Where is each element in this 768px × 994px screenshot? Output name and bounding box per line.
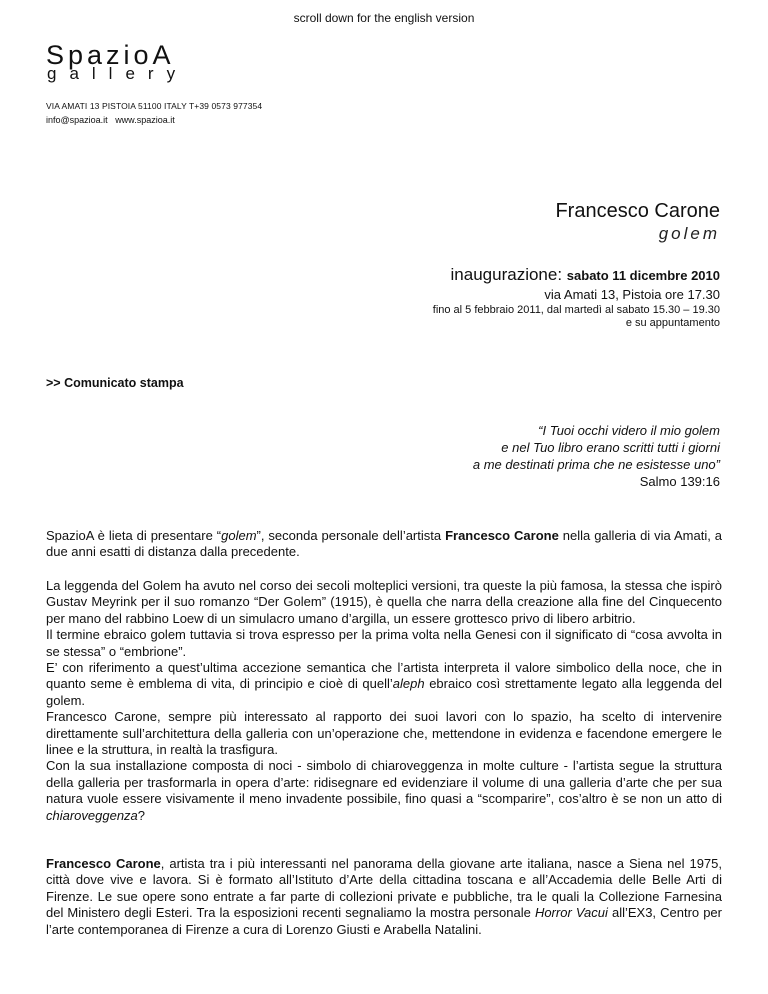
aleph-word: aleph: [392, 676, 425, 692]
inauguration-label: inaugurazione:: [450, 265, 563, 284]
chiaroveggenza-word: chiaroveggenza: [46, 807, 138, 823]
website-link[interactable]: www.spazioa.it: [115, 115, 175, 125]
appointment-note: e su appuntamento: [625, 317, 720, 329]
email-link[interactable]: info@spazioa.it: [46, 115, 108, 125]
inauguration-date: sabato 11 dicembre 2010: [566, 268, 720, 283]
bio-paragraph: [46, 856, 722, 938]
bio-text-1: , artista tra i più interessanti nel panorama della giovane arte italiana, nasce a Siena nel 1975, città dove vive e lavora. Si è formato all’Istituto d’Arte della cittadina toscana e all’Accademia delle Belle Arti di Firenze. Le sue opere sono entrate a far parte di collezioni private e pubbliche, tra le quali la Collezione Farnesina del Ministero degli Esteri. Tra la esposizioni recenti segnaliamo la mostra personale: [46, 856, 722, 921]
intro-text-1: SpazioA è lieta di presentare “: [46, 528, 222, 543]
press-release-heading: >> Comunicato stampa: [46, 376, 184, 390]
bio-artist: Francesco Carone: [46, 856, 161, 871]
intro-paragraph: [46, 528, 722, 561]
intro-artist: Francesco Carone: [445, 528, 559, 543]
intro-title: golem: [221, 528, 257, 543]
legend-sentence-5: [46, 758, 722, 824]
quote-line-3: a me destinati prima che ne esistesse uno”: [472, 457, 720, 472]
legend-sentence-3: [46, 660, 722, 709]
intro-text-3: nella galleria di via Amati, a due anni esatti di distanza dalla precedente.: [46, 528, 723, 560]
legend-sentence-5a: Con la sua installazione composta di noci - simbolo di chiaroveggenza in molte culture - l’artista segue la struttura della galleria per trasformarla in opera d’arte: ridisegnare ed evidenziare il volume di una galleria d’arte che per sua natura vuole essere visivamente il meno invadente possibile, fino quasi a “scomparire”, cos’altro è se non un atto di: [46, 758, 722, 807]
english-version-note: scroll down for the english version: [293, 11, 475, 25]
legend-paragraph: [46, 578, 722, 824]
quote-source: Salmo 139:16: [639, 474, 720, 489]
quote-line-2: e nel Tuo libro erano scritti tutti i giorni: [501, 440, 720, 455]
exhibition-title: golem: [658, 224, 720, 243]
legend-sentence-2: Il termine ebraico golem tuttavia si trova espresso per la prima volta nella Genesi con il significato di “cosa avvolta in se stessa” o “embrione”.: [46, 627, 722, 659]
quote-line-1: “I Tuoi occhi videro il mio golem: [538, 423, 720, 438]
inauguration-line: [451, 265, 720, 285]
venue-time: via Amati 13, Pistoia ore 17.30: [544, 287, 720, 302]
artist-name: Francesco Carone: [555, 200, 720, 222]
run-dates: fino al 5 febbraio 2011, dal martedì al sabato 15.30 – 19.30: [432, 304, 720, 316]
legend-sentence-4: Francesco Carone, sempre più interessato al rapporto dei suoi lavori con lo spazio, ha scelto di intervenire direttamente sull’architettura della galleria con un’operazione che, mettendone in evidenza e facendone emergere le linee e la struttura, in realtà la trasfigura.: [46, 709, 722, 758]
gallery-logo-subtitle: gallery: [47, 64, 189, 83]
gallery-address: VIA AMATI 13 PISTOIA 51100 ITALY T+39 0573 977354: [46, 101, 263, 111]
legend-sentence-3a: E’ con riferimento a quest’ultima accezione semantica che l’artista interpreta il valore simbolico della noce, che in quanto seme è emblema di vita, di principio e cioè di quell’: [46, 660, 722, 692]
legend-sentence-3b: ebraico così strettamente legato alla leggenda del golem.: [46, 676, 722, 708]
legend-sentence-5b: ?: [137, 807, 146, 823]
intro-text-2: ”, seconda personale dell’artista: [256, 528, 446, 543]
gallery-contacts: [46, 115, 175, 125]
bio-show-title: Horror Vacui: [534, 905, 608, 921]
legend-sentence-1: La leggenda del Golem ha avuto nel corso dei secoli molteplici versioni, tra queste la più famosa, la stessa che ispirò Gustav Meyrink per il suo romanzo “Der Golem” (1915), è quella che narra della creazione alla fine del Cinquecento per mano del rabbino Loew di un simulacro umano d’argilla, un essere grottesco privo di libero arbitrio.: [46, 578, 722, 626]
bio-text-2: all’EX3, Centro per l’arte contemporanea di Firenze a cura di Lorenzo Giusti e Arabella Natalini.: [46, 905, 722, 937]
gallery-logo-name: SpazioA: [46, 40, 175, 70]
